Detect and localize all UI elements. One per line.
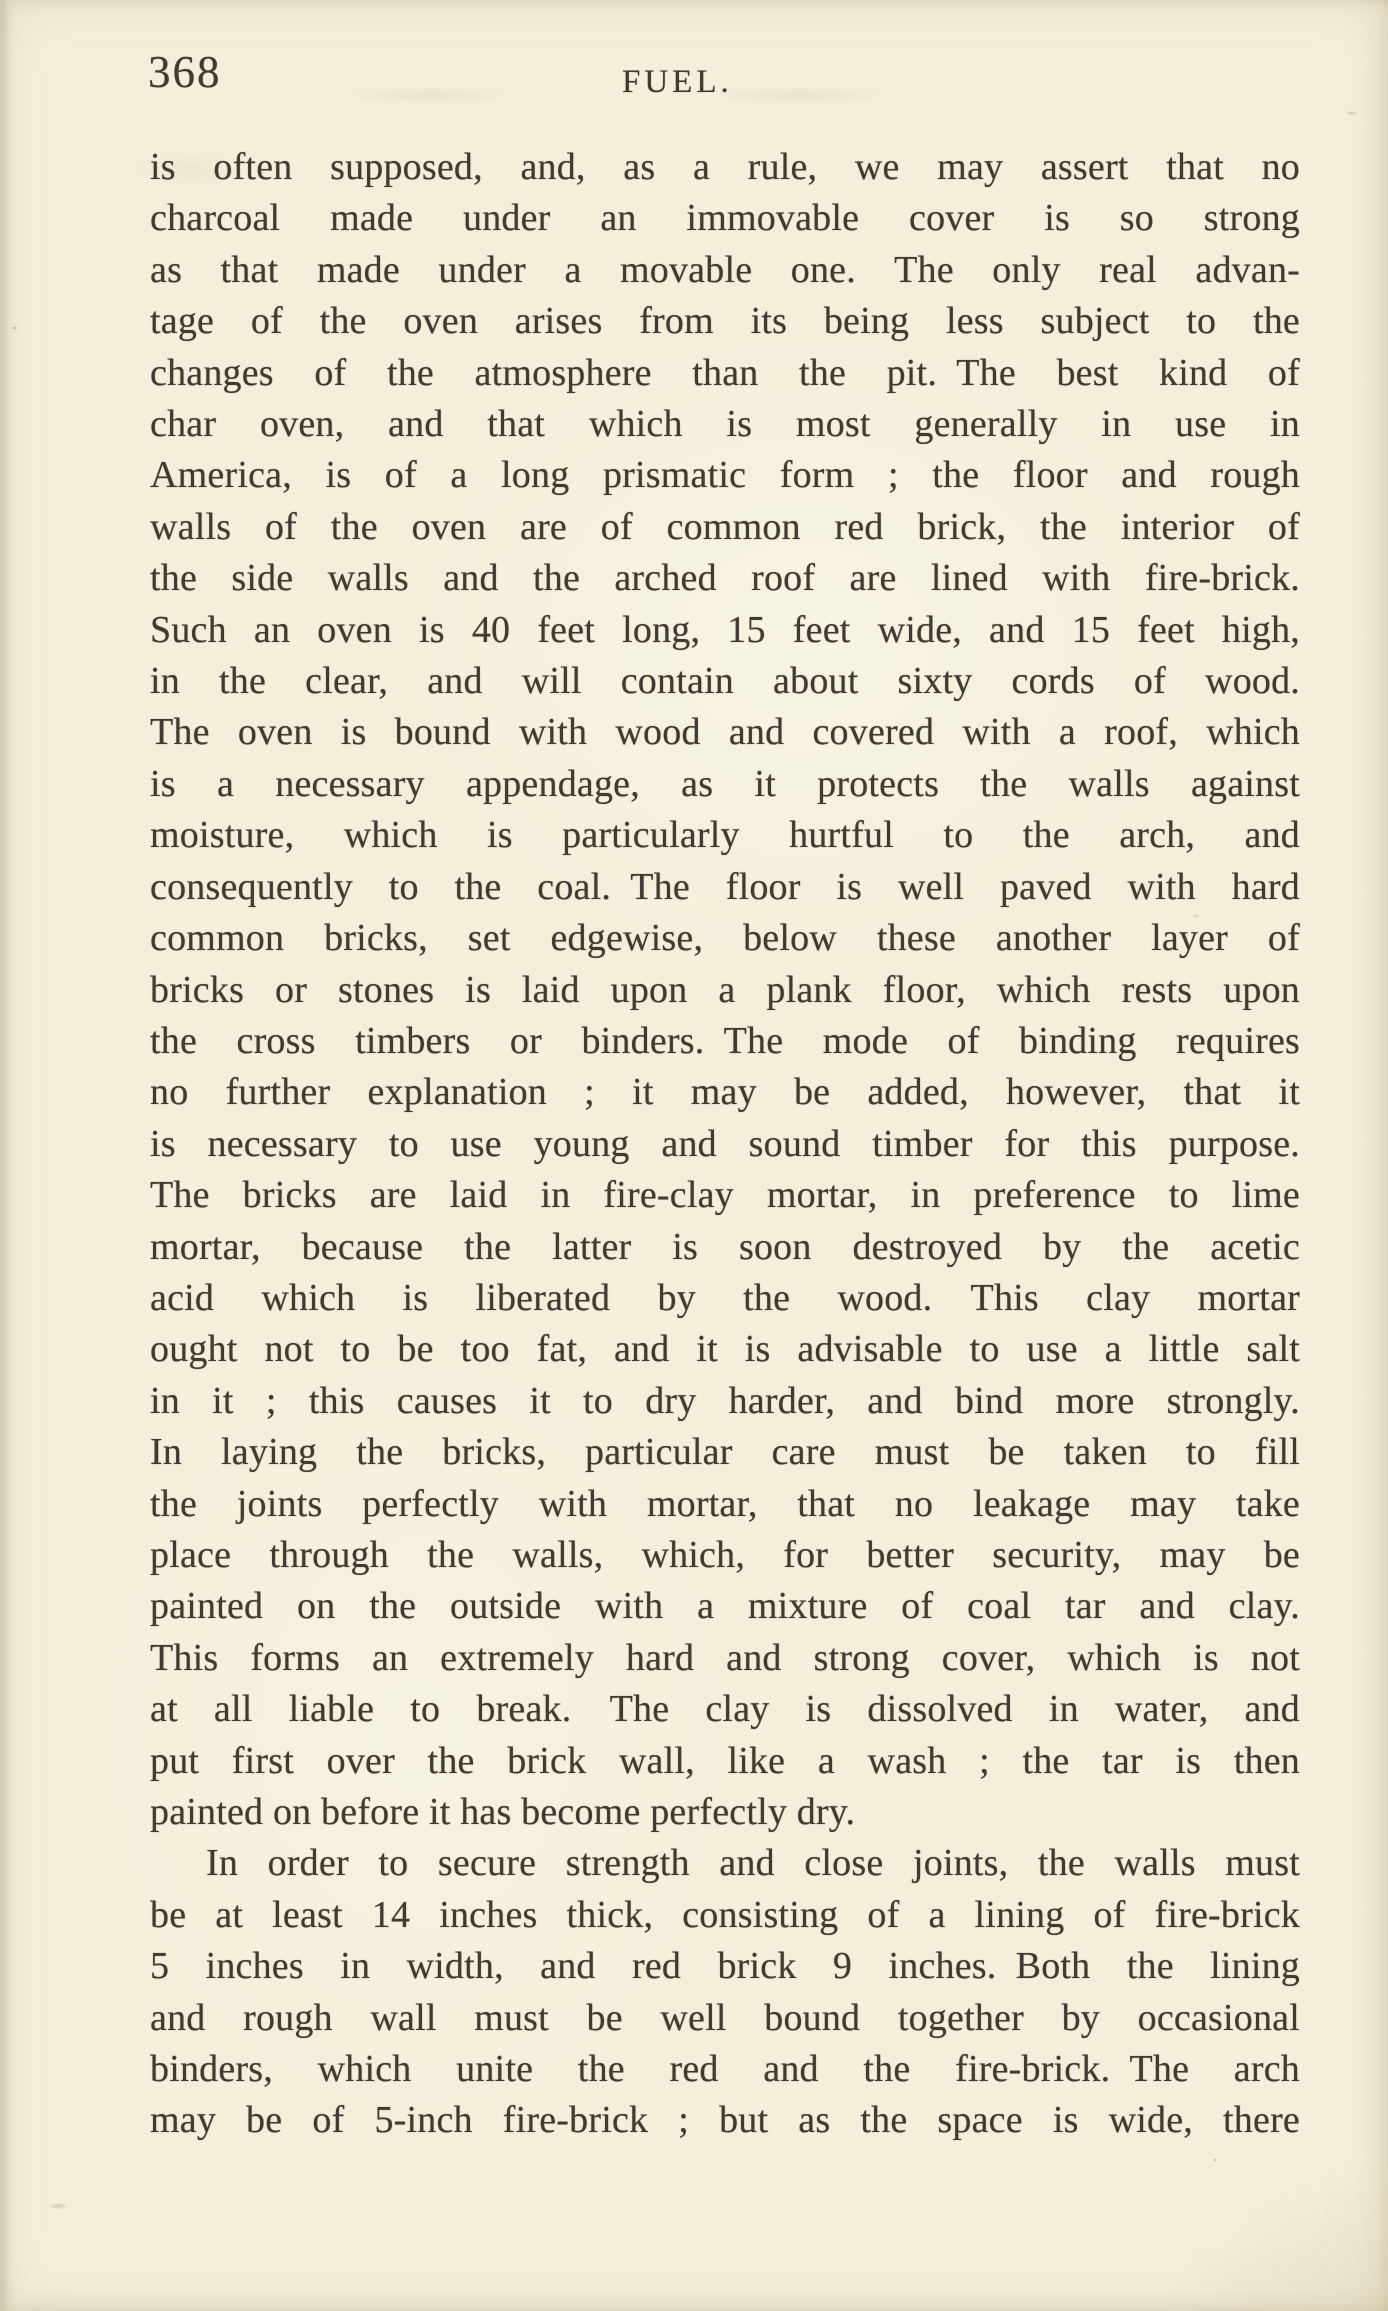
text-line: 5 inches in width, and red brick 9 inches. Both the lining (150, 1945, 1300, 1988)
text-line: consequently to the coal. The floor is well paved with hard (150, 865, 1300, 908)
text-block (150, 142, 1300, 2147)
text-line: America, is of a long prismatic form ; the floor and rough (150, 454, 1300, 497)
text-line: painted on before it has become perfectly dry. (150, 1791, 856, 1833)
text-line: in it ; this causes it to dry harder, and bind more strongly. (150, 1379, 1300, 1422)
text-line: is often supposed, and, as a rule, we may assert that no (150, 146, 1300, 188)
text-line: painted on the outside with a mixture of coal tar and clay. (150, 1585, 1300, 1628)
text-line: In laying the bricks, particular care must be taken to fill (150, 1431, 1300, 1474)
page-number: 368 (148, 47, 222, 97)
text-line: acid which is liberated by the wood. This clay mortar (150, 1276, 1300, 1319)
text-line: no further explanation ; it may be added, however, that it (150, 1071, 1300, 1114)
text-line: and rough wall must be well bound together by occasional (150, 1996, 1300, 2039)
text-line: mortar, because the latter is soon destroyed by the acetic (150, 1225, 1300, 1268)
text-line: may be of 5-inch fire-brick ; but as the space is wide, there (150, 2099, 1300, 2142)
text-line: walls of the oven are of common red brick, the interior of (150, 505, 1300, 548)
text-line: be at least 14 inches thick, consisting of a lining of fire-brick (150, 1893, 1300, 1936)
text-line: is a necessary appendage, as it protects the walls against (150, 762, 1300, 805)
text-line: charcoal made under an immovable cover is so strong (150, 197, 1300, 240)
text-line: This forms an extremely hard and strong cover, which is not (150, 1636, 1300, 1679)
running-title: FUEL. (622, 64, 733, 100)
page-header (0, 0, 1388, 130)
text-line: in the clear, and will contain about sixty cords of wood. (150, 660, 1300, 703)
text-line: moisture, which is particularly hurtful to the arch, and (150, 814, 1300, 857)
text-line: The oven is bound with wood and covered with a roof, which (150, 711, 1300, 754)
text-line: tage of the oven arises from its being less subject to the (150, 300, 1300, 343)
text-line: bricks or stones is laid upon a plank floor, which rests upon (150, 968, 1300, 1011)
text-line: as that made under a movable one. The only real advan- (150, 248, 1300, 291)
text-line: the side walls and the arched roof are lined with fire-brick. (150, 557, 1300, 600)
text-line: common bricks, set edgewise, below these another layer of (150, 917, 1300, 960)
text-line: Such an oven is 40 feet long, 15 feet wide, and 15 feet high, (150, 608, 1300, 651)
text-line: binders, which unite the red and the fire-brick. The arch (150, 2048, 1300, 2091)
text-line: at all liable to break. The clay is dissolved in water, and (150, 1688, 1300, 1731)
text-line: is necessary to use young and sound timber for this purpose. (150, 1122, 1300, 1165)
text-line: ought not to be too fat, and it is advisable to use a little salt (150, 1328, 1300, 1371)
text-line: In order to secure strength and close joints, the walls must (206, 1842, 1300, 1885)
text-line: The bricks are laid in fire-clay mortar, in preference to lime (150, 1174, 1300, 1217)
text-line: char oven, and that which is most generally in use in (150, 403, 1300, 446)
text-line: place through the walls, which, for better security, may be (150, 1533, 1300, 1576)
text-line: changes of the atmosphere than the pit. The best kind of (150, 351, 1300, 394)
text-line: the joints perfectly with mortar, that no leakage may take (150, 1482, 1300, 1525)
text-line: put first over the brick wall, like a wash ; the tar is then (150, 1739, 1300, 1782)
text-line: the cross timbers or binders. The mode of binding requires (150, 1019, 1300, 1062)
